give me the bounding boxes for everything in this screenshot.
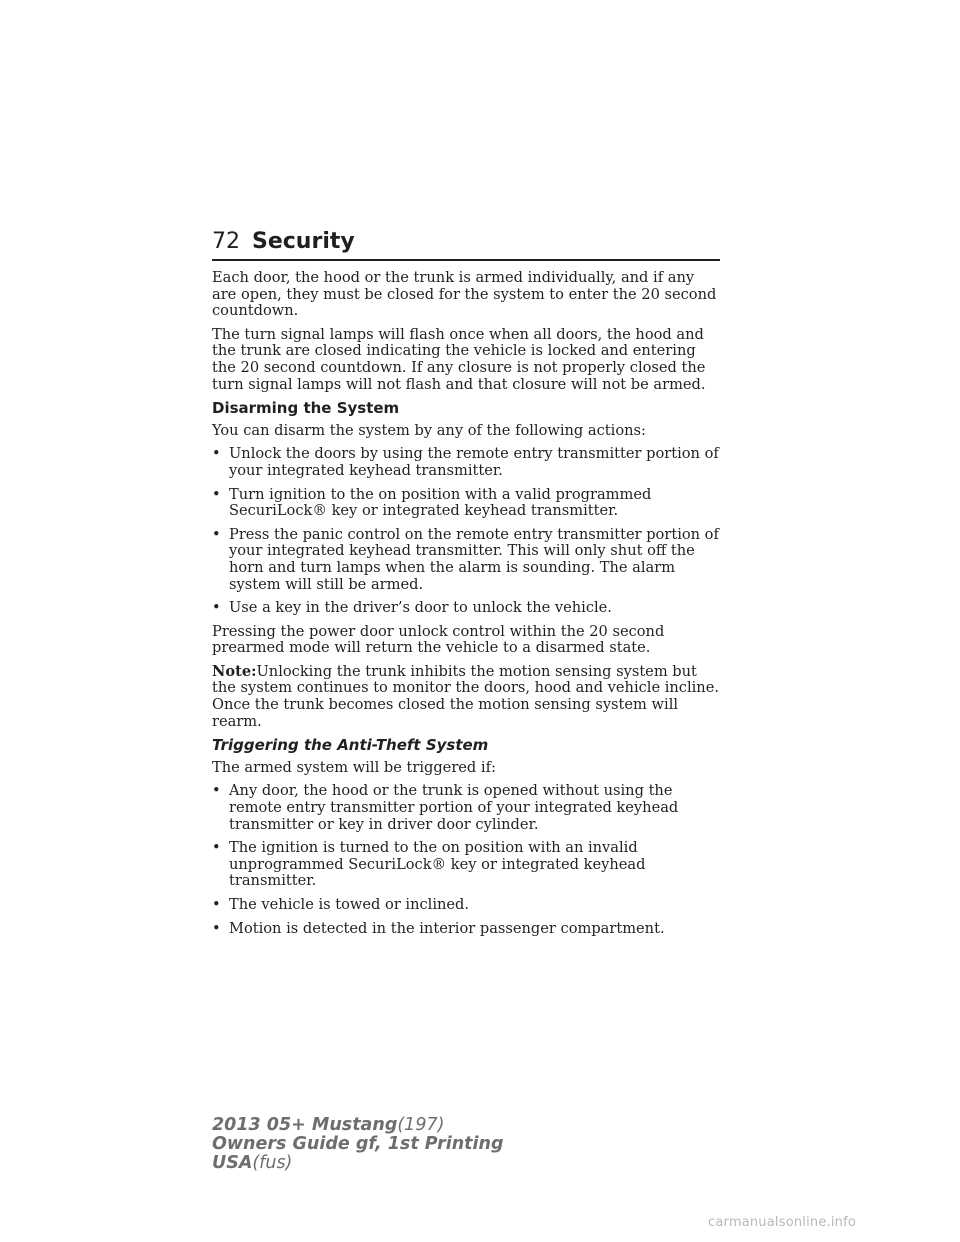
footer-code: (197)	[397, 1115, 445, 1135]
list-item-text: The ignition is turned to the on position with an invalid unprogrammed SecuriLock® key or integrated keyhead transmitter.	[229, 839, 646, 890]
footer-line	[212, 1116, 504, 1135]
triggering-heading: Triggering the Anti-Theft System	[212, 736, 489, 755]
footer-region: USA	[212, 1153, 253, 1173]
section-title: Security	[252, 229, 355, 254]
list-item-text: Use a key in the driver’s door to unlock the vehicle.	[229, 599, 612, 617]
page-content	[212, 270, 722, 944]
list-item-text: Press the panic control on the remote entry transmitter portion of your integrated keyhead transmitter. This will only shut off the horn and turn lamps when the alarm is sounding. The alarm system will still be armed.	[229, 525, 719, 593]
disarming-after: Pressing the power door unlock control within the 20 second prearmed mode will return the vehicle to a disarmed state.	[212, 622, 665, 657]
intro-paragraph: Each door, the hood or the trunk is armed individually, and if any are open, they must be closed for the system to enter the 20 second countdown.	[212, 269, 717, 320]
footer-guide: Owners Guide gf, 1st Printing	[212, 1134, 504, 1154]
list-item-text: The vehicle is towed or inclined.	[229, 896, 470, 913]
list-item	[212, 600, 722, 617]
bullet-icon: •	[212, 445, 221, 463]
document-footer	[212, 1116, 504, 1173]
bullet-icon: •	[212, 599, 221, 617]
list-item-text: Unlock the doors by using the remote entry transmitter portion of your integrated keyhead transmitter.	[229, 445, 719, 479]
bullet-icon: •	[212, 782, 221, 800]
list-item-text: Turn ignition to the on position with a valid programmed SecuriLock® key or integrated keyhead transmitter.	[229, 485, 652, 520]
watermark: carmanualsonline.info	[708, 1215, 857, 1230]
note-paragraph	[212, 664, 722, 730]
footer-line	[212, 1135, 504, 1154]
list-item	[212, 446, 722, 479]
header-divider	[212, 259, 720, 261]
footer-region-code: (fus)	[252, 1153, 293, 1173]
list-item-text: Motion is detected in the interior passenger compartment.	[229, 919, 665, 937]
page-header	[212, 229, 720, 254]
triggering-lead: The armed system will be triggered if:	[212, 758, 496, 776]
list-item	[212, 527, 722, 593]
bullet-icon: •	[212, 896, 221, 913]
list-item	[212, 897, 722, 914]
bullet-icon: •	[212, 839, 221, 857]
list-item	[212, 840, 722, 890]
disarming-list	[212, 446, 722, 616]
note-label: Note:	[212, 662, 257, 680]
list-item	[212, 487, 722, 520]
footer-model: 2013 05+ Mustang	[212, 1115, 398, 1135]
disarming-heading: Disarming the System	[212, 399, 400, 418]
list-item	[212, 921, 722, 938]
intro-paragraph: The turn signal lamps will flash once when all doors, the hood and the trunk are closed indicating the vehicle is locked and entering the 20 second countdown. If any closure is not properly closed the turn signal lamps will not flash and that closure will not be armed.	[212, 325, 706, 393]
page-number: 72	[212, 229, 240, 254]
list-item-text: Any door, the hood or the trunk is opened without using the remote entry transmitter portion of your integrated keyhead transmitter or key in driver door cylinder.	[229, 782, 679, 833]
list-item	[212, 783, 722, 833]
disarming-lead: You can disarm the system by any of the following actions:	[212, 421, 646, 439]
bullet-icon: •	[212, 919, 221, 937]
bullet-icon: •	[212, 525, 221, 543]
footer-line	[212, 1154, 504, 1173]
triggering-list	[212, 783, 722, 937]
bullet-icon: •	[212, 485, 221, 503]
note-text: Unlocking the trunk inhibits the motion sensing system but the system continues to monitor the doors, hood and vehicle incline. Once the trunk becomes closed the motion sensing system will rearm.	[212, 662, 719, 730]
